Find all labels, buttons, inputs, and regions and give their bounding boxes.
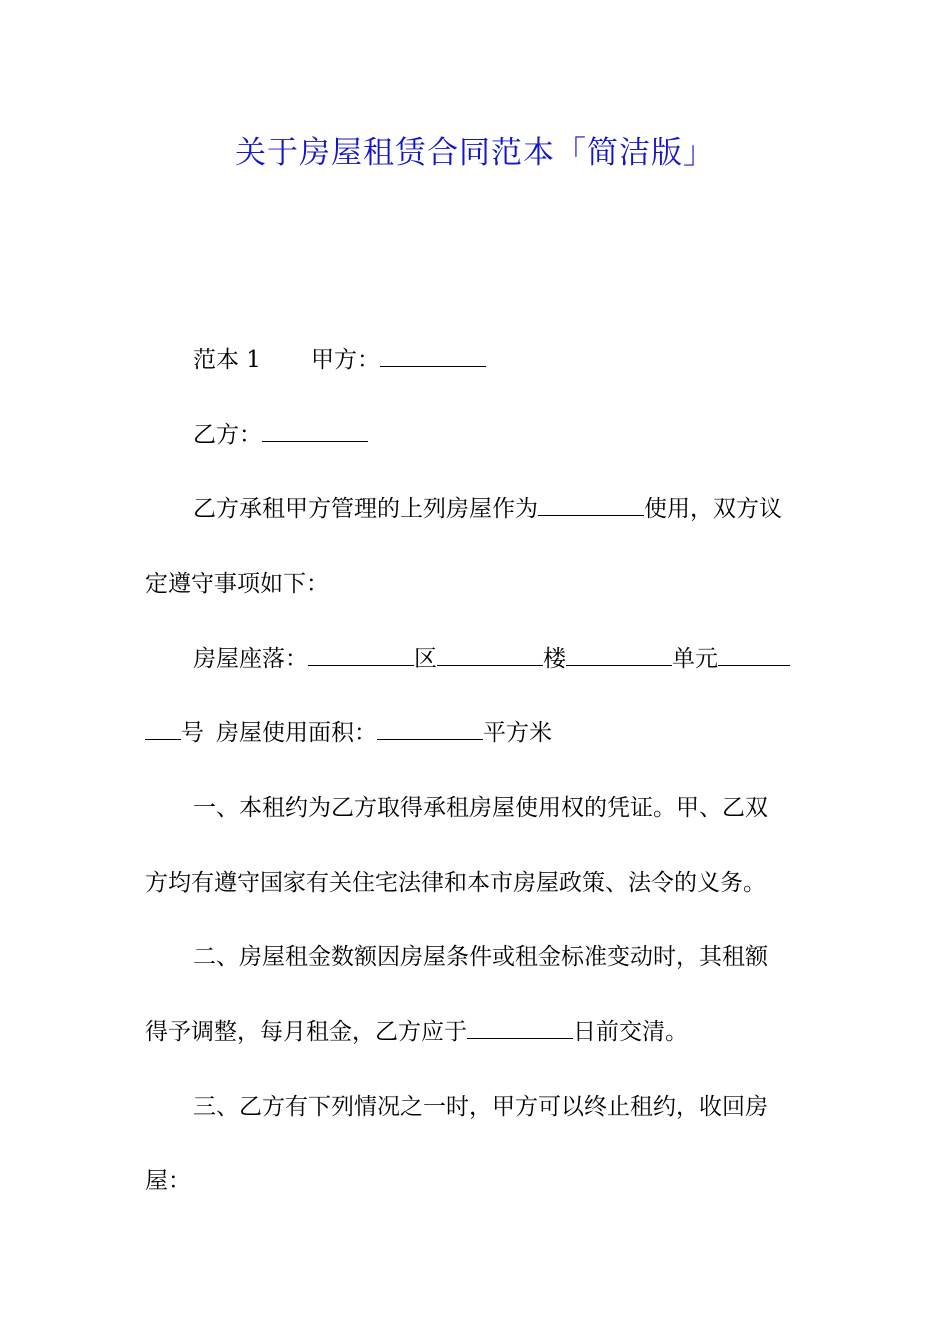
line-usage bbox=[145, 489, 858, 529]
building-label: 楼 bbox=[543, 646, 566, 672]
clause-2-line-1: 二、房屋租金数额因房屋条件或租金标准变动时，其租额 bbox=[193, 944, 768, 970]
clause-1-line-1: 一、本租约为乙方取得承租房屋使用权的凭证。甲、乙双 bbox=[193, 795, 768, 821]
unit-label: 单元 bbox=[672, 646, 718, 672]
party-b-label: 乙方： bbox=[193, 422, 262, 448]
usage-text-after: 使用，双方议 bbox=[644, 496, 782, 522]
line-party-b bbox=[145, 415, 858, 455]
rent-text-before: 得予调整，每月租金，乙方应于 bbox=[145, 1019, 467, 1045]
rent-text-after: 日前交清。 bbox=[573, 1019, 688, 1045]
clause-1-line-2: 方均有遵守国家有关住宅法律和本市房屋政策、法令的义务。 bbox=[145, 870, 766, 896]
district-blank bbox=[308, 643, 414, 666]
document-title: 关于房屋租赁合同范本「简洁版」 bbox=[235, 135, 715, 171]
clause-3-line-2: 屋： bbox=[145, 1168, 191, 1194]
usage-text-before: 乙方承租甲方管理的上列房屋作为 bbox=[193, 496, 538, 522]
area-label: 房屋使用面积： bbox=[216, 720, 377, 746]
clause-3-line-1: 三、乙方有下列情况之一时，甲方可以终止租约，收回房 bbox=[193, 1094, 768, 1120]
room-number-label: 号 bbox=[181, 720, 204, 746]
line-party-a bbox=[145, 340, 858, 380]
rent-day-blank bbox=[467, 1016, 573, 1039]
line-agreement: 定遵守事项如下： bbox=[145, 571, 329, 597]
area-unit: 平方米 bbox=[483, 720, 552, 746]
unit-blank bbox=[566, 643, 672, 666]
party-a-blank bbox=[380, 344, 486, 367]
party-b-blank bbox=[262, 419, 368, 442]
area-blank bbox=[377, 717, 483, 740]
building-blank bbox=[437, 643, 543, 666]
room-blank-end bbox=[145, 717, 181, 740]
district-label: 区 bbox=[414, 646, 437, 672]
room-blank-start bbox=[718, 643, 790, 666]
address-label: 房屋座落： bbox=[193, 646, 308, 672]
usage-blank bbox=[538, 493, 644, 516]
line-address bbox=[145, 639, 858, 679]
line-area bbox=[145, 713, 810, 753]
clause-2-line-2 bbox=[145, 1012, 810, 1052]
template-number: 范本 1 bbox=[193, 347, 261, 373]
party-a-label: 甲方： bbox=[310, 347, 380, 373]
